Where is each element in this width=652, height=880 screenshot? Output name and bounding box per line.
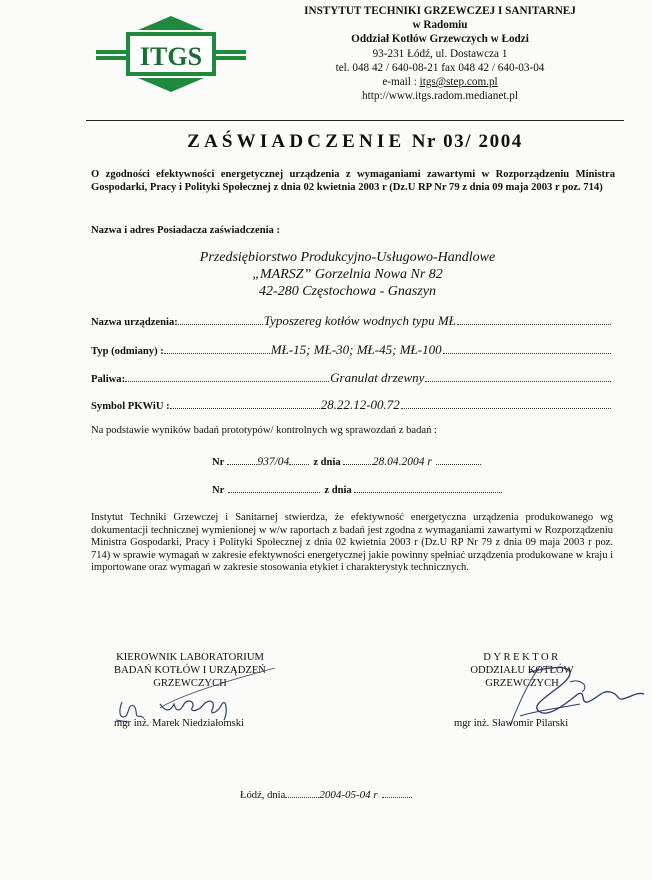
fuel-label: Paliwa: [91,374,126,385]
report-date-value: 28.04.2004 r [372,456,432,468]
institute-name: INSTYTUT TECHNIKI GRZEWCZEJ I SANITARNEJ [304,5,576,17]
right-title-line-3: GRZEWCZYCH [485,677,559,689]
type-label: Typ (odmiany) : [91,346,164,357]
right-title-line-1: DYREKTOR [483,652,561,663]
type-value: MŁ-15; MŁ-30; MŁ-45; MŁ-100 [270,342,442,357]
holder-line-1: Przedsiębiorstwo Produkcyjno-Usługowo-Handlowe [199,250,496,265]
report-row-1 [212,455,512,468]
pkwiu-field [91,397,611,413]
report-date-label: z dnia [313,457,341,468]
issue-date: 2004-05-04 r [319,789,378,801]
device-name-value: Typoszereg kotłów wodnych typu MŁ [263,313,456,328]
document-title [86,131,624,153]
left-title-line-3: GRZEWCZYCH [153,677,227,689]
institute-city: w Radomiu [412,19,468,32]
place-date-line [240,788,412,801]
title-word: ZAŚWIADCZENIE [187,131,406,152]
device-name-label: Nazwa urządzenia: [91,317,178,328]
fuel-value: Granulat drzewny [330,370,425,385]
report-row-2 [212,483,512,496]
fuel-field [91,370,611,386]
title-number: Nr 03/ 2004 [411,131,523,152]
website-link[interactable]: http://www.itgs.radom.medianet.pl [362,90,518,103]
branch-name: Oddział Kotłów Grzewczych w Łodzi [351,33,529,46]
report-nr-value: 937/04 [257,456,290,468]
holder-line-3: 42-280 Częstochowa - Gnaszyn [259,284,436,299]
place-label: Łódź, dnia [240,790,286,801]
left-title-line-1: KIEROWNIK LABORATORIUM [116,652,264,663]
pkwiu-value: 28.22.12-00.72 [320,397,400,412]
type-field [91,342,611,358]
device-name-field [91,313,611,329]
logo-text: ITGS [139,42,203,71]
statement-paragraph: Instytut Techniki Grzewczej i Sanitarnej stwierdza, że efektywność energetyczna urządzenia produkowanego wg dokumentacji technicznej wymienionej w w/w raportach z badań jest zgodna z wymaganiami zawartymi w Rozporządzeniu Ministra Gospodarki, Pracy i Polityki Społecznej z dnia 02 kwietnia 2003 r (Dz.U RP Nr 79 z dnia 09 maja 2003 r poz. 714) w sprawie wymagań w zakresie efektywności energetycznej jakie powinny spełniać urządzenia produkowane w kraju i importowane oraz wymagań w zakresie stosowania etykiet i charakterystyk technicznych. [91,512,613,574]
header-divider [86,120,624,121]
holder-line-2: „MARSZ” Gorzelnia Nowa Nr 82 [252,267,443,282]
email-line [250,75,630,89]
holder-label: Nazwa i adres Posiadacza zaświadczenia : [91,225,280,236]
intro-paragraph: O zgodności efektywności energetycznej urządzenia z wymaganiami zawartymi w Rozporządzeniu Ministra Gospodarki, Pracy i Polityki Społecznej z dnia 02 kwietnia 2003 r (Dz.U RP Nr 79 z dnia 09 maja 2003 r poz. 714) [91,169,615,193]
itgs-logo [96,14,246,94]
report-nr-label-2: Nr [212,485,225,496]
right-title-line-2: ODDZIAŁU KOTŁÓW [470,664,574,676]
basis-text: Na podstawie wyników badań prototypów/ kontrolnych wg sprawozdań z badań : [91,425,437,436]
left-title-line-2: BADAŃ KOTŁÓW I URZĄDZEŃ [114,664,266,676]
email-label: e-mail : [382,76,420,89]
right-signatory-name: mgr inż. Sławomir Pilarski [454,718,569,729]
left-signatory-name: mgr inż. Marek Niedziałomski [114,718,245,729]
phone-fax: tel. 048 42 / 640-08-21 fax 048 42 / 640-03-04 [335,61,545,74]
report-date-label-2: z dnia [324,485,352,496]
report-nr-label: Nr [212,457,225,468]
email-link[interactable]: itgs@step.com.pl [419,76,498,89]
pkwiu-label: Symbol PKWiU : [91,401,170,412]
holder-address [150,249,545,300]
institute-header [250,4,630,103]
address: 93-231 Łódź, ul. Dostawcza 1 [372,47,508,60]
